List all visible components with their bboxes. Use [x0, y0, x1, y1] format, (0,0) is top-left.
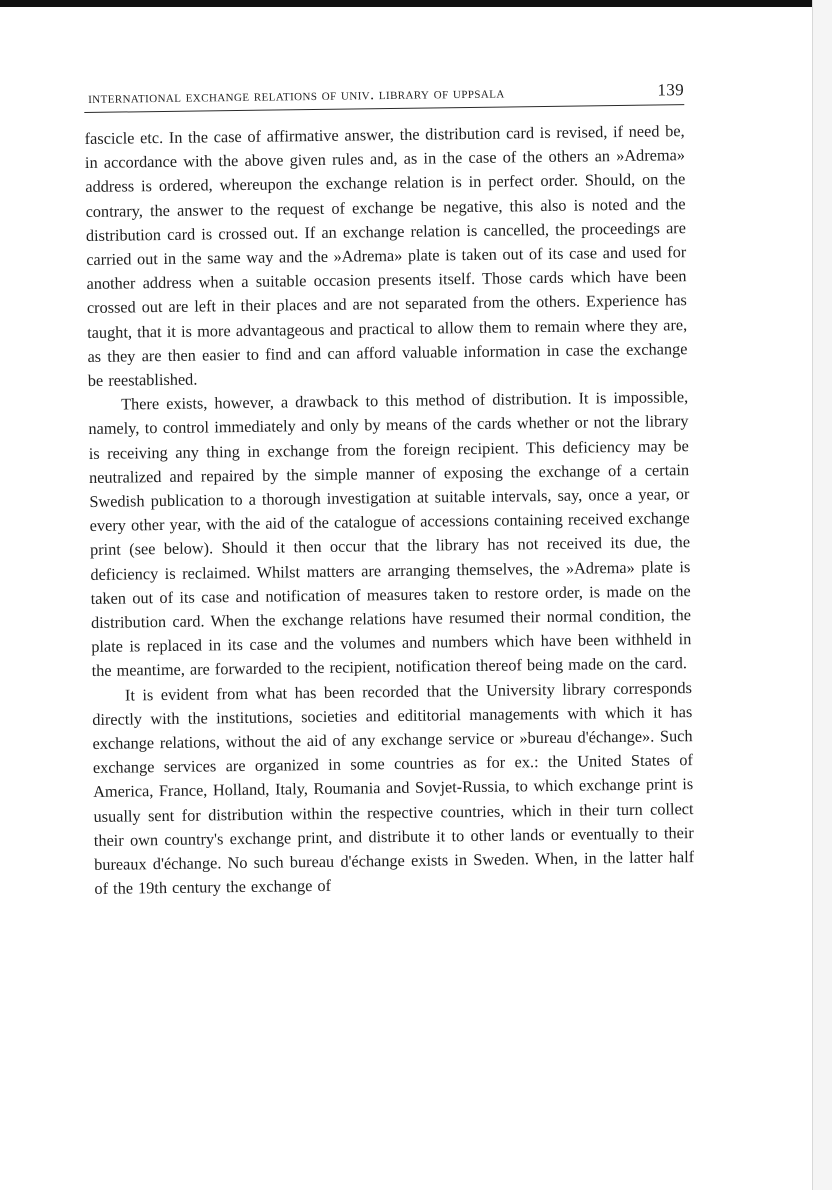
scan-right-margin [812, 0, 832, 1190]
paragraph-exchange-service: It is evident from what has been recorded that the University library corresponds directly with the institutions, societies and edititorial managements with which it has exchange relations, without the aid of any exchange service or »bureau d'échange». Such exchange services are organized in some countries as for ex.: the United States of America, France, Holland, Italy, Roumania and Sovjet-Russia, to which exchange print is usually sent for distribution within the respective countries, which in their turn collect their own country's exchange print, and distribute it to other lands or eventually to their bureaux d'échange. No such bureau d'échange exists in Sweden. When, in the latter half of the 19th century the exchange of [92, 677, 695, 899]
scan-top-border [0, 0, 812, 7]
paragraph-continuation: fascicle etc. In the case of affirmative answer, the distribution card is revised, if need be, in accordance with the above given rules and, as in the case of the others an »Adrema» address is ordered, whereupon the exchange relation is in perfect order. Should, on the contrary, the answer to the request of exchange be negative, this also is noted and the distribution card is crossed out. If an exchange relation is cancelled, the proceedings are carried out in the same way and the »Adrema» plate is taken out of its case and used for another address when a suitable occasion presents itself. Those cards which have been crossed out are left in their places and are not separated from the others. Experience has taught, that it is more advantageous and practical to allow them to remain where they are, as they are then easier to find and can afford valuable information in case the exchange be reestablished. [84, 121, 688, 391]
paragraph-drawback: There exists, however, a drawback to this method of distribution. It is impossible, namely, to control immediately and only by means of the cards whether or not the library is receiving any thing in exchange from the foreign recipient. This deficiency may be neutralized and repaired by the simple manner of exposing the exchange of a certain Swedish publication to a thorough investigation at suitable intervals, say, once a year, or every other year, with the aid of the catalogue of accessions containing received exchange print (see below). Should it then occur that the library has not received its due, the deficiency is reclaimed. Whilst matters are arranging themselves, the »Adrema» plate is taken out of its case and notification of measures taken to restore order, is made on the distribution card. When the exchange relations have resumed their normal condition, the plate is replaced in its case and the volumes and numbers which have been withheld in the meantime, are forwarded to the recipient, notification thereof being made on the card. [88, 387, 692, 681]
running-header [84, 80, 684, 113]
page-number: 139 [657, 80, 685, 100]
book-page [84, 80, 695, 901]
body-text [85, 119, 695, 901]
running-title: international exchange relations of univ. library of uppsala [88, 84, 505, 107]
